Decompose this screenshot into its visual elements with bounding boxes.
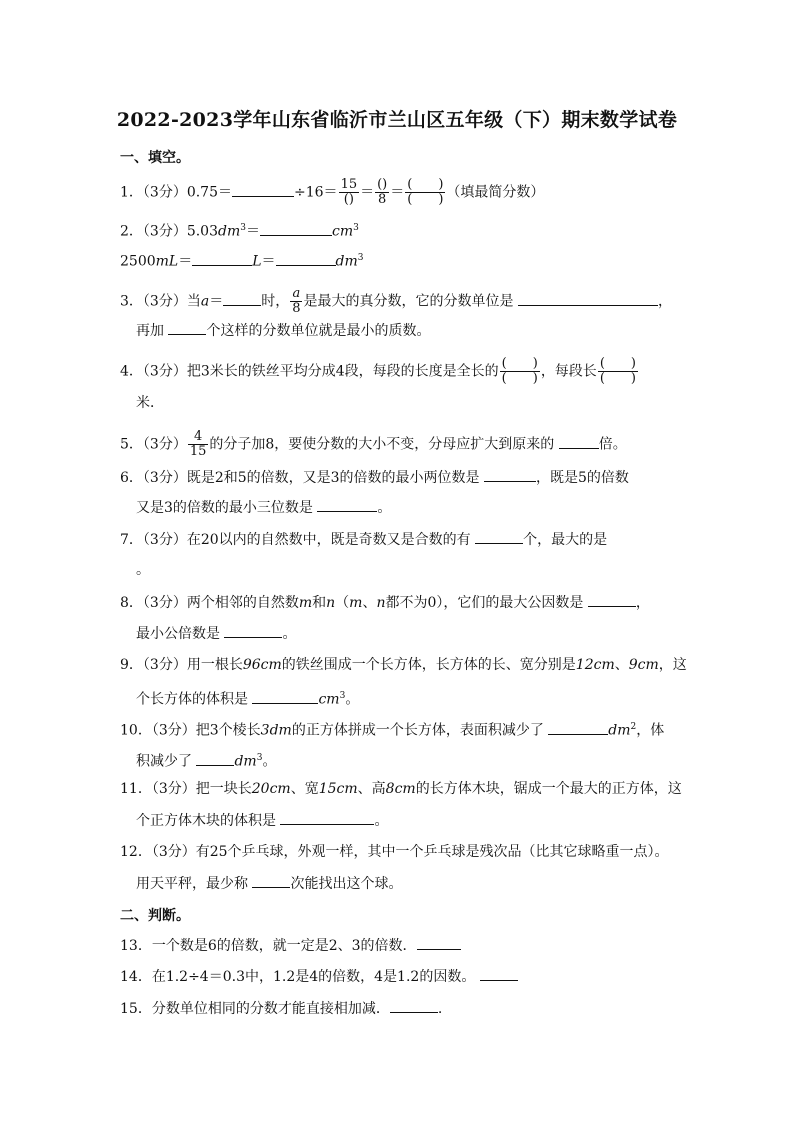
answer-blank[interactable] — [260, 221, 332, 236]
section-judge: 二、判断。 — [120, 908, 190, 924]
question-7-line-2: 。 — [136, 562, 150, 578]
question-6: 6．（3分）既是2和5的倍数，又是3的倍数的最小两位数是 ，既是5的倍数 — [120, 467, 629, 488]
question-5: 5．（3分） $\frac{4}{15}$ 的分子加8，要使分数的大小不变，分母应扩大到原来的 倍。 — [120, 429, 627, 459]
answer-blank[interactable] — [484, 467, 536, 482]
answer-blank[interactable] — [475, 529, 523, 544]
fraction: $\frac{( )}{( )}$ — [501, 356, 538, 386]
answer-blank[interactable] — [223, 291, 261, 306]
fraction: $\frac{()}{8}$ — [377, 177, 388, 207]
fraction: $\frac{a}{8}$ — [292, 286, 301, 316]
question-10-line-2: 积减少了 $dm^3$。 — [136, 748, 276, 772]
question-9: 9．（3分）用一根长96cm的铁丝围成一个长方体，长方体的长、宽分别是12cm、9cm，这 — [120, 657, 687, 673]
answer-blank[interactable] — [232, 182, 294, 197]
answer-blank[interactable] — [588, 592, 636, 607]
question-4: 4．（3分）把3米长的铁丝平均分成4段，每段的长度是全长的 $\frac{( )}{( )}$ ，每段长 $\frac{( )}{( )}$ — [120, 356, 636, 386]
question-12: 12．（3分）有25个乒乓球，外观一样，其中一个乒乓球是残次品（比其它球略重一点）。 — [120, 844, 669, 860]
page-title: 2022-2023学年山东省临沂市兰山区五年级（下）期末数学试卷 — [116, 109, 678, 131]
question-8: 8．（3分）两个相邻的自然数m和n（m、n都不为0），它们的最大公因数是 ， — [120, 592, 650, 613]
answer-blank[interactable] — [559, 434, 599, 449]
question-11: 11．（3分）把一块长20cm、宽15cm、高8cm的长方体木块，锯成一个最大的正方体，这 — [120, 781, 682, 797]
answer-blank[interactable] — [548, 720, 608, 735]
question-2: 2．（3分）$5.03dm^3= cm^3$ — [120, 218, 359, 242]
answer-blank[interactable] — [480, 966, 518, 981]
answer-blank[interactable] — [252, 689, 318, 704]
fraction: $\frac{4}{15}$ — [189, 429, 207, 459]
question-15: 15．分数单位相同的分数才能直接相加减． . — [120, 998, 442, 1019]
answer-blank[interactable] — [417, 935, 461, 950]
question-3: 3．（3分）当a＝ 时， $\frac{a}{8}$ 是最大的真分数，它的分数单位是 ， — [120, 286, 672, 316]
fraction: $\frac{( )}{( )}$ — [407, 177, 444, 207]
answer-blank[interactable] — [280, 810, 374, 825]
answer-blank[interactable] — [518, 291, 658, 306]
answer-blank[interactable] — [317, 497, 377, 512]
answer-blank[interactable] — [168, 320, 206, 335]
question-8-line-2: 最小公倍数是 。 — [136, 623, 296, 644]
answer-blank[interactable] — [192, 251, 252, 266]
answer-blank[interactable] — [276, 251, 336, 266]
question-3-line-2: 再加 个这样的分数单位就是最小的质数。 — [136, 320, 430, 341]
question-2-line-2: $2500mL= L= dm^3$ — [120, 248, 364, 272]
question-6-line-2: 又是3的倍数的最小三位数是 。 — [136, 497, 391, 518]
section-fill: 一、填空。 — [120, 150, 190, 166]
question-7: 7．（3分）在20以内的自然数中，既是奇数又是合数的有 个，最大的是 — [120, 529, 607, 550]
fraction: $\frac{( )}{( )}$ — [599, 356, 636, 386]
question-4-line-2: 米． — [136, 395, 164, 411]
fraction: $\frac{15}{()}$ — [340, 177, 358, 207]
question-13: 13．一个数是6的倍数，就一定是2、3的倍数． — [120, 935, 461, 956]
question-9-line-2: 个长方体的体积是 $cm^3$。 — [136, 686, 359, 710]
question-14: 14．在1.2÷4＝0.3中，1.2是4的倍数，4是1.2的因数。 — [120, 966, 518, 987]
answer-blank[interactable] — [224, 623, 282, 638]
answer-blank[interactable] — [252, 873, 290, 888]
question-1: 1．（3分）0.75＝ ÷16＝ $\frac{15}{()}$ ＝ $\frac{()}{8}$ ＝ $\frac{( )}{( )}$ （填最简分数） — [120, 177, 545, 207]
question-10: 10．（3分）把3个棱长3dm的正方体拼成一个长方体，表面积减少了 $dm^2$，体 — [120, 717, 664, 741]
answer-blank[interactable] — [390, 998, 438, 1013]
question-12-line-2: 用天平秤，最少称 次能找出这个球。 — [136, 873, 402, 894]
question-11-line-2: 个正方体木块的体积是 。 — [136, 810, 388, 831]
answer-blank[interactable] — [196, 751, 234, 766]
